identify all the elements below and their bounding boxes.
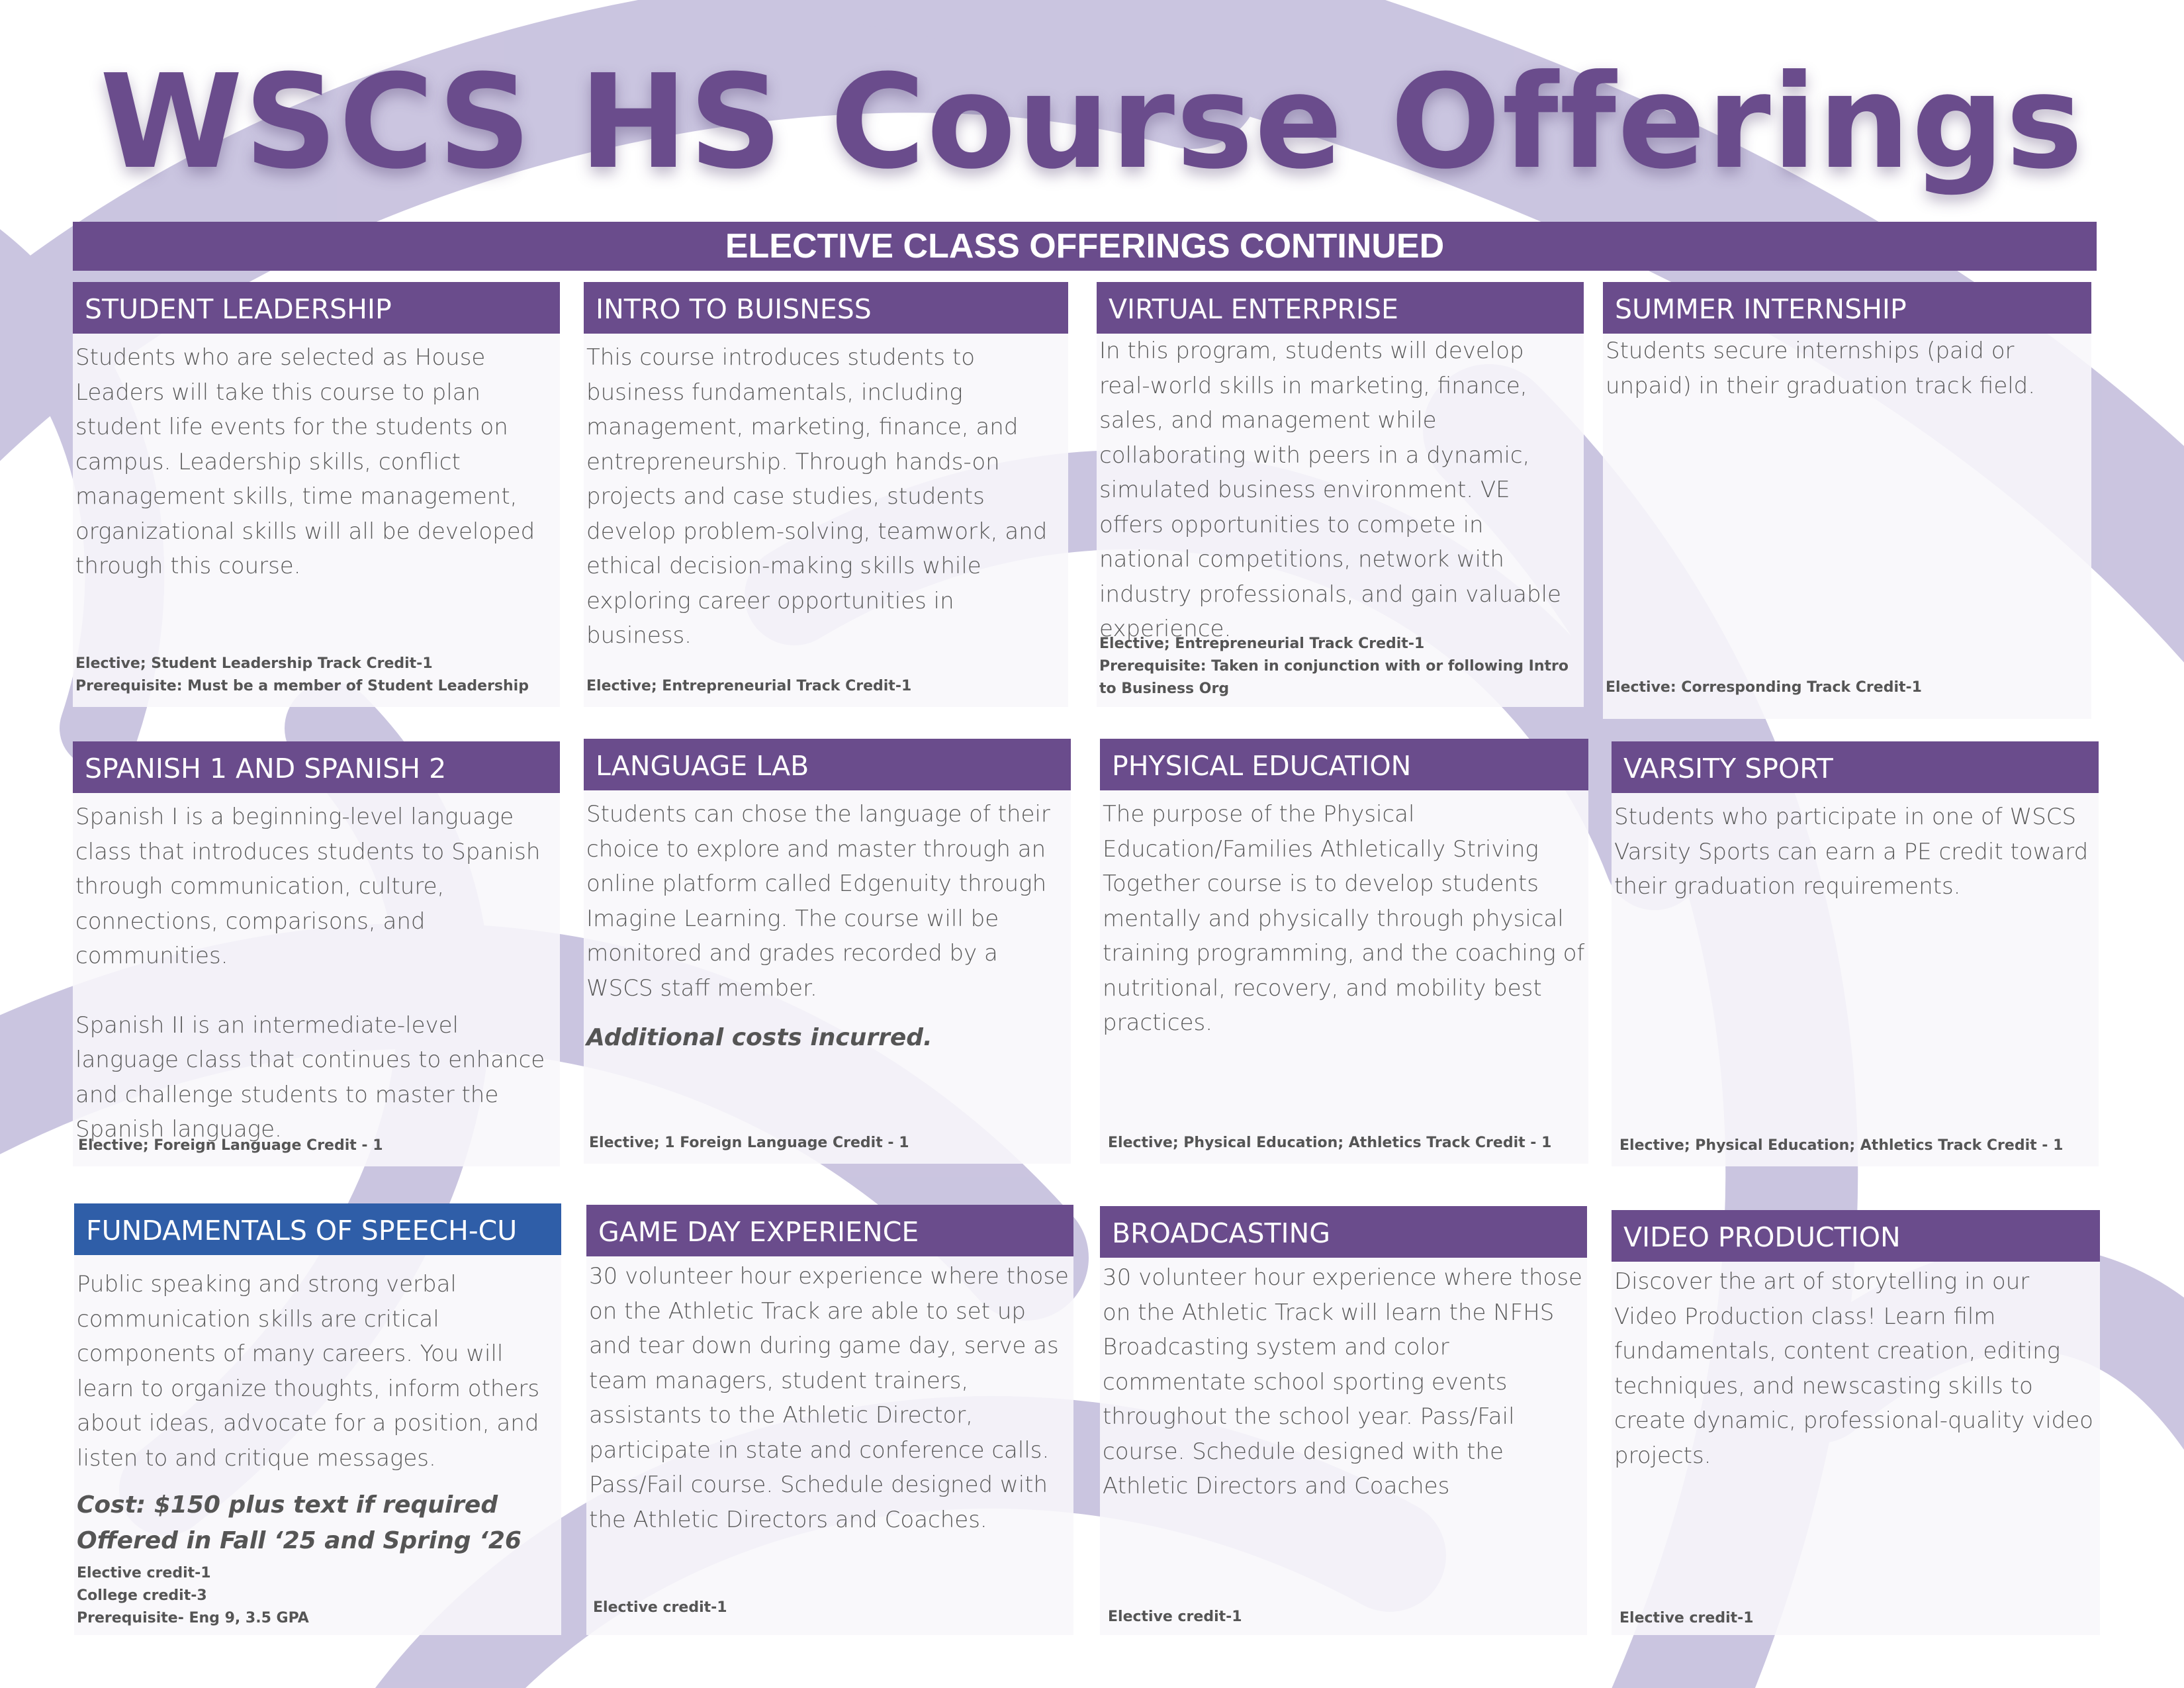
description-paragraph: Spanish II is an intermediate-level language class that continues to enhance and challenge students to master the Spanish language. bbox=[75, 1011, 545, 1143]
course-description bbox=[586, 340, 1066, 653]
course-credit-info bbox=[1606, 677, 2089, 699]
course-title: BROADCASTING bbox=[1100, 1206, 1587, 1258]
course-title: VIDEO PRODUCTION bbox=[1612, 1210, 2100, 1262]
credit-line: Elective; Entrepreneurial Track Credit-1 bbox=[1099, 635, 1425, 652]
description-paragraph: This course introduces students to business fundamentals, including management, marketing, finance, and entrepreneurship. Through hands-on projects and case studies, students develop problem-solving, teamwork, and ethical decision-making skills while exploring career opportunities in business. bbox=[586, 344, 1048, 649]
course-credit-info bbox=[75, 653, 557, 698]
course-description bbox=[1606, 334, 2089, 403]
course-card-virtual-enterprise bbox=[1097, 282, 1584, 707]
course-title: STUDENT LEADERSHIP bbox=[73, 282, 560, 334]
course-credit-info bbox=[78, 1135, 557, 1157]
course-credit-info bbox=[1108, 1606, 1584, 1628]
course-title: VARSITY SPORT bbox=[1612, 741, 2099, 793]
course-credit-info bbox=[1619, 1135, 2096, 1157]
course-card-fundamentals-of-speech bbox=[74, 1203, 561, 1635]
course-card-language-lab bbox=[584, 739, 1071, 1164]
course-description bbox=[1099, 334, 1581, 647]
course-description bbox=[1614, 800, 2096, 904]
course-description bbox=[589, 1259, 1071, 1537]
course-card-summer-internship bbox=[1603, 282, 2091, 719]
description-paragraph: Students can chose the language of their choice to explore and master through an online platform called Edgenuity through Imagine Learning. The course will be monitored and grades recorded by a WSCS staff member. bbox=[586, 801, 1050, 1002]
description-paragraph: Students who are selected as House Leaders will take this course to plan student life events for the students on campus. Leadership skills, conflict management skills, time management, organizational skills will all be developed through this course. bbox=[75, 344, 535, 579]
credit-line: Elective credit-1 bbox=[1108, 1609, 1242, 1625]
course-title: FUNDAMENTALS OF SPEECH-CU bbox=[74, 1203, 561, 1255]
course-credit-info bbox=[589, 1132, 1068, 1154]
credit-line: Elective; Physical Education; Athletics Track Credit - 1 bbox=[1619, 1137, 2064, 1154]
description-paragraph: In this program, students will develop real-world skills in marketing, finance, sales, and management while collaborating with peers in a dynamic, simulated business environment. VE offers opportunities to compete in national competitions, network with industry professionals, and gain valuable experience. bbox=[1099, 338, 1561, 642]
description-paragraph: Students who participate in one of WSCS Varsity Sports can earn a PE credit toward their graduation requirements. bbox=[1614, 804, 2089, 900]
course-credit-info bbox=[1108, 1132, 1586, 1154]
course-title: SPANISH 1 AND SPANISH 2 bbox=[73, 741, 560, 793]
cost-note: Cost: $150 plus text if required bbox=[77, 1491, 498, 1519]
course-credit-info bbox=[593, 1597, 1071, 1619]
credit-line: Elective credit-1 bbox=[77, 1565, 211, 1581]
credit-line: Elective credit-1 bbox=[1619, 1610, 1754, 1626]
course-credit-info bbox=[1619, 1607, 2097, 1630]
description-paragraph: Public speaking and strong verbal communication skills are critical components of many careers. You will learn to organize thoughts, inform others about ideas, advocate for a position, and listen to and critique messages. bbox=[77, 1271, 540, 1472]
description-paragraph: 30 volunteer hour experience where those on the Athletic Track will learn the NFHS Broadcasting system and color commentate school sporting events throughout the school year. Pass/Fail course. Schedule designed with the Athletic Directors and Coaches bbox=[1103, 1264, 1582, 1499]
credit-line: Elective credit-1 bbox=[593, 1599, 727, 1616]
credit-line: Elective; Physical Education; Athletics Track Credit - 1 bbox=[1108, 1135, 1552, 1151]
course-description bbox=[1103, 797, 1586, 1041]
course-title: GAME DAY EXPERIENCE bbox=[586, 1205, 1073, 1256]
description-paragraph: The purpose of the Physical Education/Families Athletically Striving Together course is to develop students mentally and physically through physical training programming, and the coaching of nutritional, recovery, and mobility best practices. bbox=[1103, 801, 1585, 1036]
description-paragraph: Discover the art of storytelling in our Video Production class! Learn film fundamentals, content creation, editing techniques, and newscasting skills to create dynamic, professional-quality video projects. bbox=[1614, 1268, 2093, 1469]
credit-line: Elective; 1 Foreign Language Credit - 1 bbox=[589, 1135, 909, 1151]
prerequisite-line: Prerequisite: Must be a member of Student Leadership bbox=[75, 678, 529, 694]
course-card-video-production bbox=[1612, 1210, 2100, 1635]
course-description bbox=[77, 1267, 559, 1559]
course-card-broadcasting bbox=[1100, 1206, 1587, 1635]
course-card-physical-education bbox=[1100, 739, 1588, 1164]
prerequisite-line: Prerequisite- Eng 9, 3.5 GPA bbox=[77, 1610, 309, 1626]
cost-note: Additional costs incurred. bbox=[586, 1024, 933, 1051]
course-card-varsity-sport bbox=[1612, 741, 2099, 1166]
course-credit-info bbox=[1099, 633, 1581, 700]
course-card-intro-to-business bbox=[584, 282, 1068, 707]
credit-line: Elective: Corresponding Track Credit-1 bbox=[1606, 679, 1922, 696]
description-paragraph: Spanish I is a beginning-level language class that introduces students to Spanish through communication, culture, connections, comparisons, and communities. bbox=[75, 804, 541, 969]
course-card-spanish bbox=[73, 741, 560, 1166]
course-credit-info bbox=[77, 1562, 559, 1630]
course-credit-info bbox=[586, 675, 1066, 698]
course-card-student-leadership bbox=[73, 282, 560, 707]
prerequisite-line: Prerequisite: Taken in conjunction with or following Intro to Business Org bbox=[1099, 658, 1569, 697]
description-paragraph: Students secure internships (paid or unpaid) in their graduation track field. bbox=[1606, 338, 2036, 399]
course-title: LANGUAGE LAB bbox=[584, 739, 1071, 790]
course-description bbox=[1614, 1264, 2097, 1473]
credit-line: Elective; Entrepreneurial Track Credit-1 bbox=[586, 678, 912, 694]
description-paragraph: 30 volunteer hour experience where those on the Athletic Track are able to set up and tear down during game day, serve as team managers, student trainers, assistants to the Athletic Director, participate in state and conference calls. Pass/Fail course. Schedule designed with the Athletic Directors and Coaches. bbox=[589, 1263, 1069, 1533]
course-title: PHYSICAL EDUCATION bbox=[1100, 739, 1588, 790]
course-card-game-day-experience bbox=[586, 1205, 1073, 1635]
section-heading: ELECTIVE CLASS OFFERINGS CONTINUED bbox=[73, 222, 2097, 271]
course-description bbox=[75, 340, 557, 584]
course-description bbox=[586, 797, 1068, 1056]
term-note: Offered in Fall ‘25 and Spring ‘26 bbox=[77, 1527, 522, 1554]
credit-line: Elective; Foreign Language Credit - 1 bbox=[78, 1137, 383, 1154]
course-title: SUMMER INTERNSHIP bbox=[1603, 282, 2091, 334]
page-title: WSCS HS Course Offerings bbox=[99, 47, 2085, 198]
course-title: VIRTUAL ENTERPRISE bbox=[1097, 282, 1584, 334]
course-description bbox=[75, 800, 557, 1147]
course-description bbox=[1103, 1260, 1584, 1504]
college-credit-line: College credit-3 bbox=[77, 1587, 207, 1604]
course-title: INTRO TO BUISNESS bbox=[584, 282, 1068, 334]
credit-line: Elective; Student Leadership Track Credit-1 bbox=[75, 655, 433, 672]
